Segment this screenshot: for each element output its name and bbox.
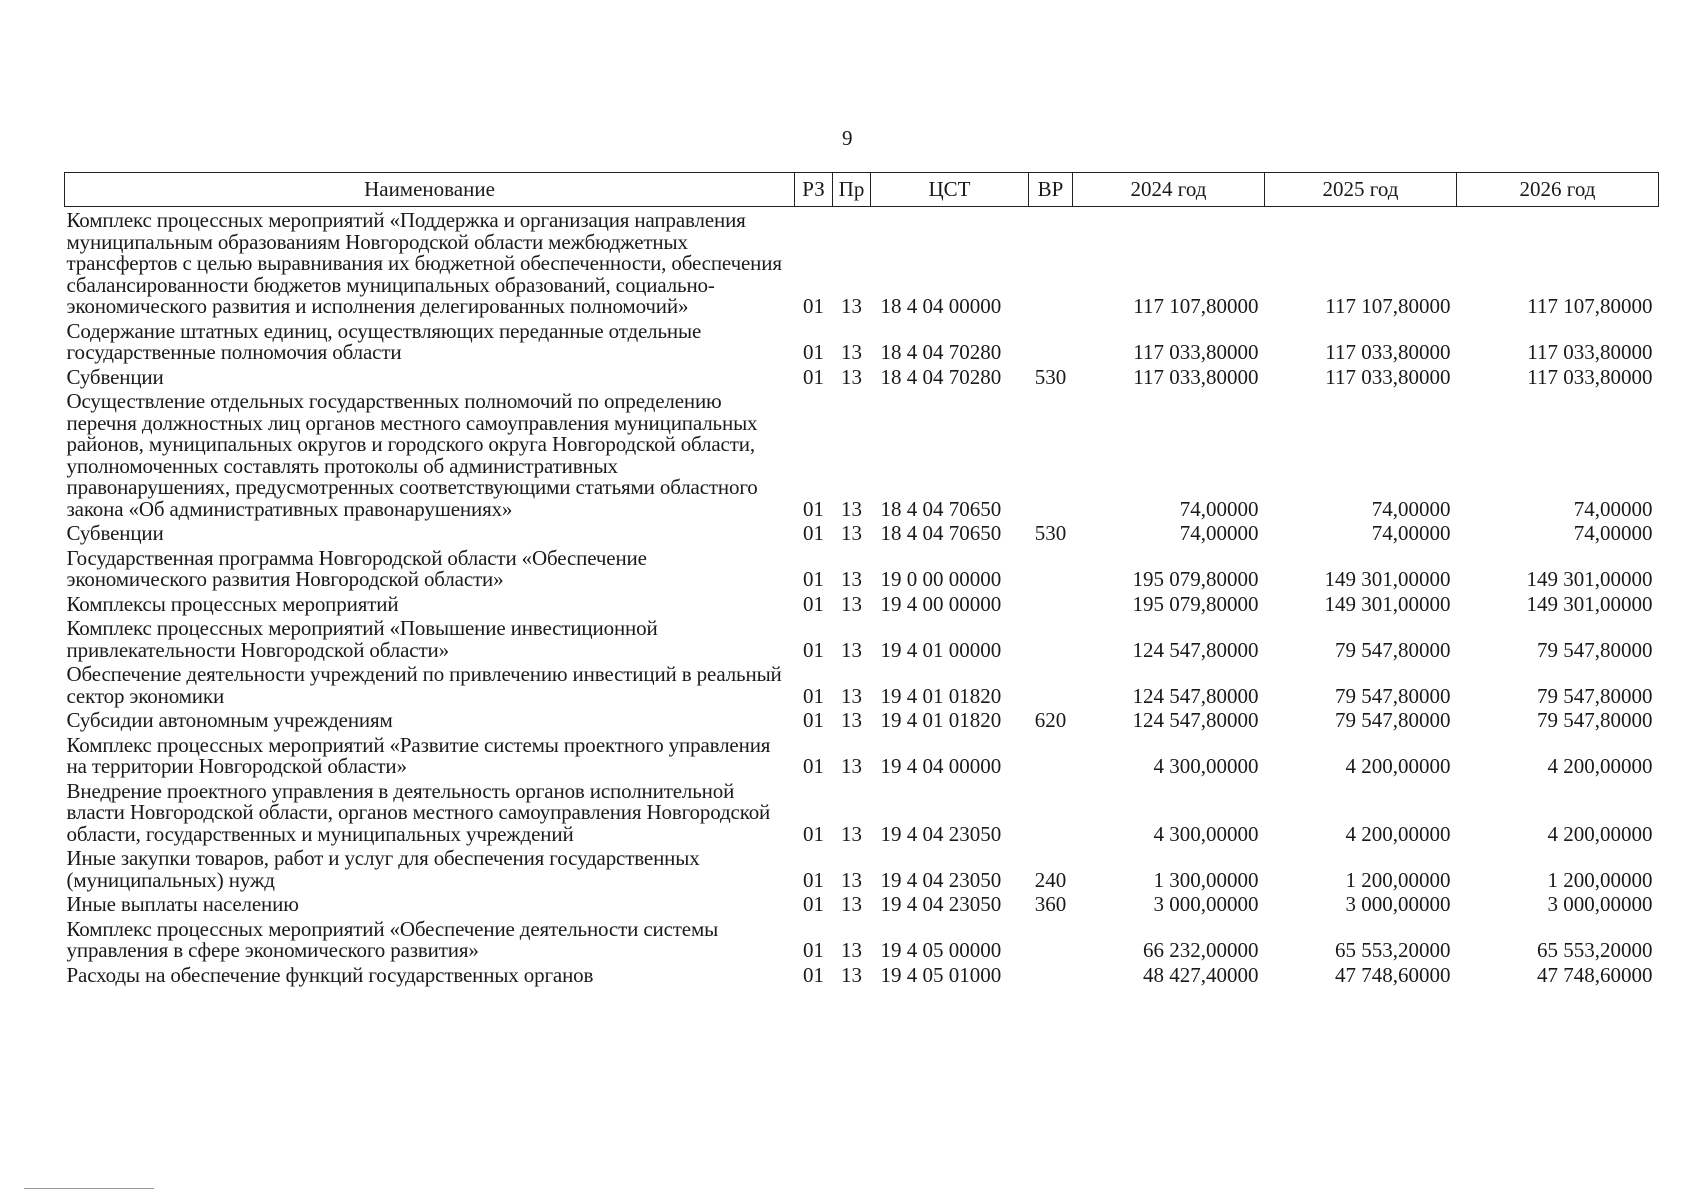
table-row	[65, 965, 1659, 990]
cell-2025: 47 748,60000	[1335, 962, 1451, 987]
cell-2025: 65 553,20000	[1335, 938, 1451, 962]
cell-2025: 149 301,00000	[1324, 591, 1451, 616]
cell-cst: 18 4 04 70650	[880, 521, 1002, 545]
cell-pr: 13	[841, 340, 862, 364]
table-header	[65, 173, 1659, 207]
cell-2025: 117 033,80000	[1325, 340, 1451, 364]
budget-table	[64, 172, 1659, 989]
cell-2026: 4 200,00000	[1547, 754, 1653, 778]
cell-vr	[1029, 781, 1073, 849]
cell-vr	[1029, 594, 1073, 619]
cell-cst: 18 4 04 70650	[880, 496, 1002, 521]
cell-name: Осуществление отдельных государственных полномочий по определению перечня должностных лиц органов местного самоуправления муниципальных районов, муниципальных округов и городского округа Новгородской области, уполномоченных составлять протоколы об административных правонарушениях, предусмотренных соответствующими статьями областного закона «Об административных правонарушениях»	[66, 389, 758, 521]
cell-name: Внедрение проектного управления в деятельность органов исполнительной власти Новгородской области, органов местного самоуправления Новгородской области, государственных и муниципальных учреждений	[66, 778, 771, 846]
cell-rz: 01	[803, 637, 824, 662]
cell-cst: 19 4 01 01820	[880, 708, 1002, 732]
cell-vr	[1029, 548, 1073, 594]
header-2024: 2024 год	[1073, 173, 1265, 207]
cell-2024: 4 300,00000	[1153, 754, 1259, 778]
cell-2026: 1 200,00000	[1547, 867, 1653, 892]
cell-pr: 13	[841, 683, 862, 708]
cell-pr: 13	[841, 496, 862, 521]
header-vr: ВР	[1029, 173, 1073, 207]
cell-cst: 19 4 01 01820	[880, 683, 1002, 708]
cell-pr: 13	[841, 294, 862, 318]
cell-vr	[1029, 391, 1073, 523]
cell-rz: 01	[803, 364, 824, 389]
cell-2025: 79 547,80000	[1335, 683, 1451, 708]
cell-cst: 19 0 00 00000	[880, 567, 1002, 591]
table-row	[65, 848, 1659, 894]
cell-vr: 620	[1034, 708, 1067, 732]
table-row	[65, 781, 1659, 849]
cell-2024: 74,00000	[1179, 521, 1259, 545]
header-2026: 2026 год	[1457, 173, 1659, 207]
cell-cst: 18 4 04 70280	[880, 364, 1002, 389]
table-body	[65, 207, 1659, 990]
cell-name: Комплекс процессных мероприятий «Развитие системы проектного управления на территории Новгородской области»	[66, 732, 771, 778]
table-row	[65, 367, 1659, 392]
table-row	[65, 207, 1659, 321]
table-row	[65, 321, 1659, 367]
cell-2024: 74,00000	[1179, 496, 1259, 521]
cell-pr: 13	[841, 938, 862, 962]
cell-pr: 13	[841, 567, 862, 591]
cell-rz: 01	[803, 521, 824, 545]
cell-cst: 19 4 00 00000	[880, 591, 1002, 616]
cell-2025: 117 107,80000	[1325, 294, 1451, 318]
cell-2024: 195 079,80000	[1132, 567, 1259, 591]
table-row	[65, 919, 1659, 965]
cell-2025: 117 033,80000	[1325, 364, 1451, 389]
cell-rz: 01	[803, 938, 824, 962]
header-row	[65, 173, 1659, 207]
cell-vr	[1029, 735, 1073, 781]
cell-name: Комплекс процессных мероприятий «Повышение инвестиционной привлекательности Новгородской области»	[66, 616, 658, 662]
cell-rz: 01	[803, 754, 824, 778]
cell-pr: 13	[841, 754, 862, 778]
cell-2026: 117 107,80000	[1527, 294, 1653, 318]
cell-2026: 74,00000	[1573, 496, 1653, 521]
cell-2025: 149 301,00000	[1324, 567, 1451, 591]
cell-2025: 1 200,00000	[1345, 867, 1451, 892]
cell-name: Комплекс процессных мероприятий «Поддержка и организация направления муниципальным образованиям Новгородской области межбюджетных трансфертов с целью выравнивания их бюджетной обеспеченности, обеспечения сбалансированности бюджетов муниципальных образований, социально-экономического развития и исполнения делегированных полномочий»	[66, 208, 782, 318]
cell-vr: 530	[1034, 364, 1067, 389]
cell-rz: 01	[803, 962, 824, 987]
cell-name: Комплексы процессных мероприятий	[66, 591, 399, 616]
cell-cst: 19 4 01 00000	[880, 637, 1002, 662]
cell-2024: 3 000,00000	[1153, 892, 1259, 916]
cell-pr: 13	[841, 867, 862, 892]
cell-pr: 13	[841, 364, 862, 389]
cell-2025: 4 200,00000	[1345, 821, 1451, 846]
cell-2025: 4 200,00000	[1345, 754, 1451, 778]
cell-pr: 13	[841, 591, 862, 616]
cell-vr: 240	[1034, 867, 1067, 892]
cell-2026: 79 547,80000	[1537, 683, 1653, 708]
cell-pr: 13	[841, 521, 862, 545]
cell-cst: 19 4 04 00000	[880, 754, 1002, 778]
cell-vr	[1029, 321, 1073, 367]
cell-2025: 3 000,00000	[1345, 892, 1451, 916]
cell-rz: 01	[803, 496, 824, 521]
cell-2026: 74,00000	[1573, 521, 1653, 545]
cell-2025: 79 547,80000	[1335, 637, 1451, 662]
cell-2026: 47 748,60000	[1537, 962, 1653, 987]
cell-vr	[1029, 919, 1073, 965]
cell-2024: 66 232,00000	[1143, 938, 1259, 962]
cell-2024: 117 107,80000	[1133, 294, 1259, 318]
cell-2024: 124 547,80000	[1132, 683, 1259, 708]
footer-rule	[24, 1188, 154, 1189]
page-number: 9	[842, 126, 853, 150]
cell-2026: 117 033,80000	[1527, 340, 1653, 364]
cell-cst: 19 4 04 23050	[880, 892, 1002, 916]
cell-pr: 13	[841, 708, 862, 732]
cell-pr: 13	[841, 637, 862, 662]
cell-vr	[1029, 207, 1073, 321]
header-pr: Пр	[833, 173, 871, 207]
cell-rz: 01	[803, 708, 824, 732]
table-row	[65, 710, 1659, 735]
cell-rz: 01	[803, 294, 824, 318]
cell-2026: 149 301,00000	[1526, 567, 1653, 591]
table-row	[65, 894, 1659, 919]
header-rz: РЗ	[795, 173, 833, 207]
cell-rz: 01	[803, 683, 824, 708]
cell-vr	[1029, 618, 1073, 664]
cell-rz: 01	[803, 892, 824, 916]
cell-cst: 19 4 04 23050	[880, 821, 1002, 846]
cell-2024: 4 300,00000	[1153, 821, 1259, 846]
table-row	[65, 618, 1659, 664]
cell-name: Государственная программа Новгородской области «Обеспечение экономического развития Новгородской области»	[66, 545, 647, 591]
cell-2025: 79 547,80000	[1335, 708, 1451, 732]
cell-pr: 13	[841, 821, 862, 846]
cell-cst: 19 4 04 23050	[880, 867, 1002, 892]
cell-2024: 124 547,80000	[1132, 708, 1259, 732]
cell-name: Субвенции	[66, 521, 164, 545]
cell-vr: 360	[1034, 892, 1067, 916]
cell-name: Комплекс процессных мероприятий «Обеспечение деятельности системы управления в сфере экономического развития»	[66, 916, 719, 962]
cell-name: Обеспечение деятельности учреждений по привлечению инвестиций в реальный сектор экономики	[66, 662, 782, 708]
cell-name: Содержание штатных единиц, осуществляющих переданные отдельные государственные полномочия области	[66, 318, 702, 364]
cell-pr: 13	[841, 962, 862, 987]
cell-2026: 3 000,00000	[1547, 892, 1653, 916]
cell-rz: 01	[803, 821, 824, 846]
header-2025: 2025 год	[1265, 173, 1457, 207]
table-row	[65, 523, 1659, 548]
cell-name: Иные закупки товаров, работ и услуг для обеспечения государственных (муниципальных) нужд	[66, 846, 700, 892]
cell-2026: 149 301,00000	[1526, 591, 1653, 616]
cell-2025: 74,00000	[1371, 521, 1451, 545]
cell-cst: 18 4 04 00000	[880, 294, 1002, 318]
cell-rz: 01	[803, 567, 824, 591]
cell-2025: 74,00000	[1371, 496, 1451, 521]
cell-2024: 117 033,80000	[1133, 364, 1259, 389]
cell-rz: 01	[803, 340, 824, 364]
cell-name: Расходы на обеспечение функций государственных органов	[66, 962, 594, 987]
cell-2026: 65 553,20000	[1537, 938, 1653, 962]
cell-2026: 79 547,80000	[1537, 708, 1653, 732]
cell-2024: 1 300,00000	[1153, 867, 1259, 892]
table-row	[65, 548, 1659, 594]
cell-2024: 48 427,40000	[1143, 962, 1259, 987]
cell-rz: 01	[803, 591, 824, 616]
table-row	[65, 594, 1659, 619]
table-row	[65, 391, 1659, 523]
cell-2026: 4 200,00000	[1547, 821, 1653, 846]
cell-name: Субвенции	[66, 364, 164, 389]
cell-rz: 01	[803, 867, 824, 892]
cell-cst: 19 4 05 01000	[880, 962, 1002, 987]
header-cst: ЦСТ	[871, 173, 1029, 207]
cell-vr	[1029, 664, 1073, 710]
cell-cst: 19 4 05 00000	[880, 938, 1002, 962]
cell-vr	[1029, 965, 1073, 990]
cell-vr: 530	[1034, 521, 1067, 545]
cell-cst: 18 4 04 70280	[880, 340, 1002, 364]
header-name: Наименование	[65, 173, 795, 207]
table-row	[65, 735, 1659, 781]
cell-name: Иные выплаты населению	[66, 892, 299, 916]
cell-2026: 79 547,80000	[1537, 637, 1653, 662]
table-row	[65, 664, 1659, 710]
cell-pr: 13	[841, 892, 862, 916]
cell-2024: 117 033,80000	[1133, 340, 1259, 364]
cell-2026: 117 033,80000	[1527, 364, 1653, 389]
cell-2024: 195 079,80000	[1132, 591, 1259, 616]
cell-name: Субсидии автономным учреждениям	[66, 708, 393, 732]
cell-2024: 124 547,80000	[1132, 637, 1259, 662]
